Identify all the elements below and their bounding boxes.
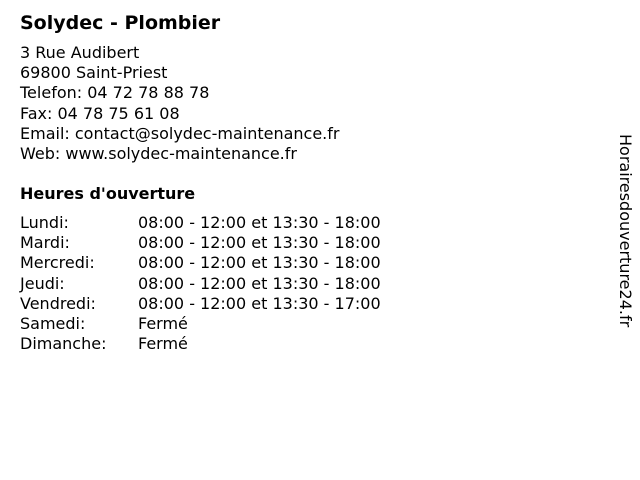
day-label: Jeudi: xyxy=(20,273,65,293)
time-value: 08:00 - 12:00 et 13:30 - 18:00 xyxy=(138,233,381,253)
time-value: 08:00 - 12:00 et 13:30 - 18:00 xyxy=(138,213,381,232)
day-label: Mardi: xyxy=(20,233,70,253)
day-label: Vendredi: xyxy=(20,293,96,313)
fax-number: Fax: 04 78 75 61 08 xyxy=(20,103,180,123)
day-label: Lundi: xyxy=(20,213,69,232)
address-street: 3 Rue Audibert xyxy=(20,43,140,62)
phone-number: Telefon: 04 72 78 88 78 xyxy=(20,83,210,103)
business-name: Solydec - Plombier xyxy=(20,12,221,34)
time-value: Fermé xyxy=(138,334,188,354)
day-label: Mercredi: xyxy=(20,253,95,273)
time-value: 08:00 - 12:00 et 13:30 - 18:00 xyxy=(138,253,381,273)
address-city: 69800 Saint-Priest xyxy=(20,63,168,83)
time-value: Fermé xyxy=(138,313,188,333)
time-value: 08:00 - 12:00 et 13:30 - 18:00 xyxy=(138,273,381,293)
day-label: Dimanche: xyxy=(20,334,107,354)
website-url: Web: www.solydec-maintenance.fr xyxy=(20,143,297,163)
site-watermark: Horairesdouverture24.fr xyxy=(616,134,635,328)
contact-details xyxy=(20,43,339,164)
day-label: Samedi: xyxy=(20,313,86,333)
email-address: Email: contact@solydec-maintenance.fr xyxy=(20,123,340,143)
time-value: 08:00 - 12:00 et 13:30 - 17:00 xyxy=(138,293,381,313)
opening-hours-heading: Heures d'ouverture xyxy=(20,184,196,203)
